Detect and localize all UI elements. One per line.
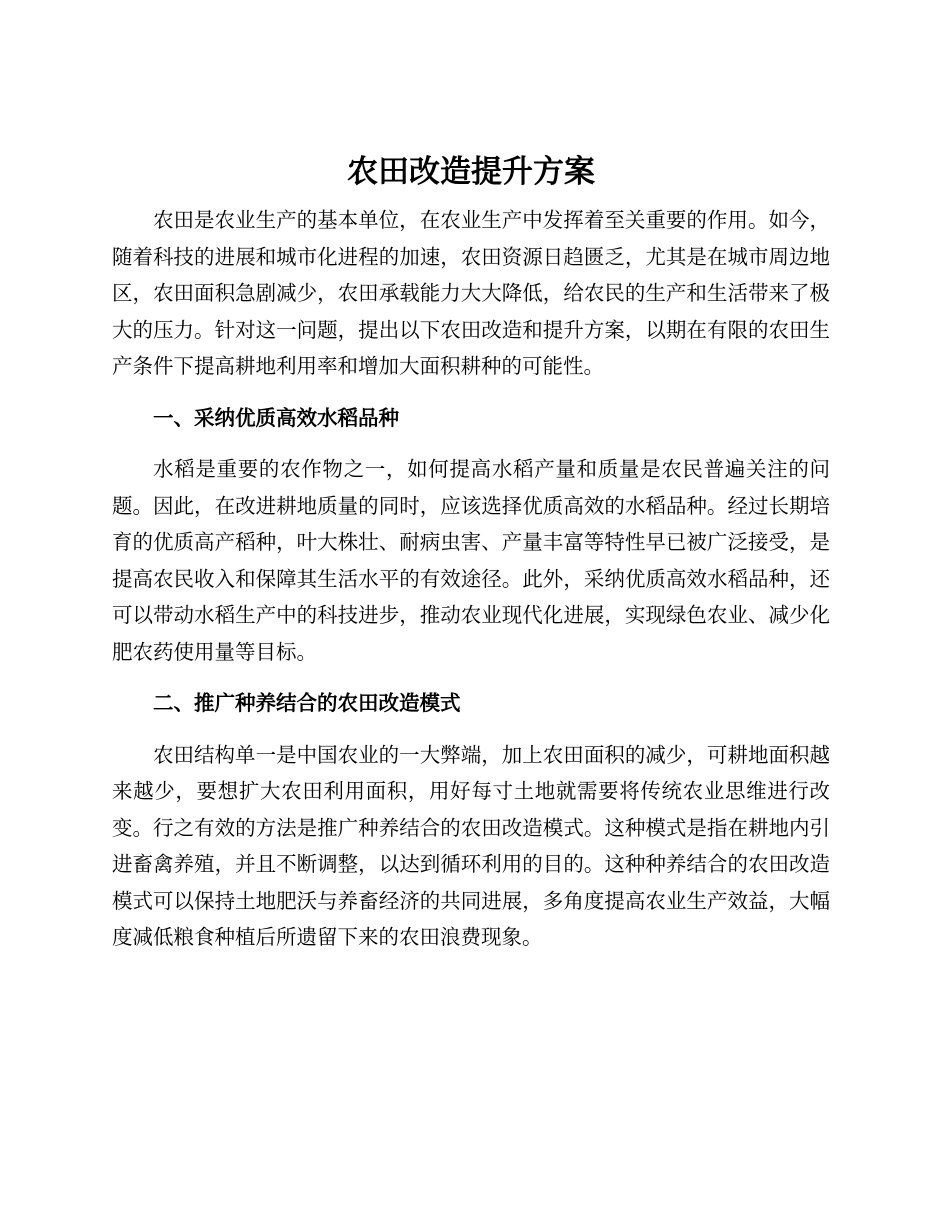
document-page	[112, 148, 830, 956]
section-body-2: 农田结构单一是中国农业的一大弊端，加上农田面积的减少，可耕地面积越来越少，要想扩大农田利用面积，用好每寸土地就需要将传统农业思维进行改变。行之有效的方法是推广种养结合的农田改造模式。这种模式是指在耕地内引进畜禽养殖，并且不断调整，以达到循环利用的目的。这种种养结合的农田改造模式可以保持土地肥沃与养畜经济的共同进展，多角度提高农业生产效益，大幅度减低粮食种植后所遗留下来的农田浪费现象。	[112, 742, 830, 949]
intro-paragraph: 农田是农业生产的基本单位，在农业生产中发挥着至关重要的作用。如今，随着科技的进展和城市化进程的加速，农田资源日趋匮乏，尤其是在城市周边地区，农田面积急剧减少，农田承载能力大大降低，给农民的生产和生活带来了极大的压力。针对这一问题，提出以下农田改造和提升方案，以期在有限的农田生产条件下提高耕地利用率和增加大面积耕种的可能性。	[112, 208, 830, 378]
document-title: 农田改造提升方案	[347, 154, 595, 190]
section-heading-1: 一、采纳优质高效水稻品种	[153, 405, 399, 430]
section-body-1: 水稻是重要的农作物之一，如何提高水稻产量和质量是农民普遍关注的问题。因此，在改进耕地质量的同时，应该选择优质高效的水稻品种。经过长期培育的优质高产稻种，叶大株壮、耐病虫害、产量丰富等特性早已被广泛接受，是提高农民收入和保障其生活水平的有效途径。此外，采纳优质高效水稻品种，还可以带动水稻生产中的科技进步，推动农业现代化进展，实现绿色农业、减少化肥农药使用量等目标。	[112, 457, 830, 664]
section-heading-2: 二、推广种养结合的农田改造模式	[153, 691, 461, 715]
